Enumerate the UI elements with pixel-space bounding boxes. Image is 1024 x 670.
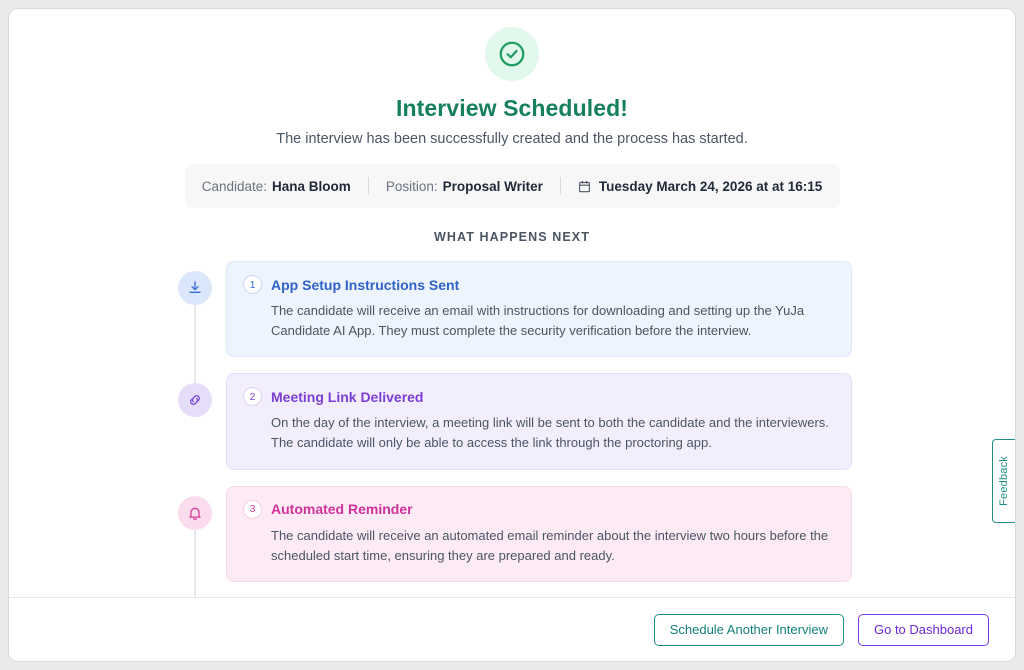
- summary-candidate: [185, 179, 368, 194]
- step-connector-1: [194, 305, 196, 391]
- page-subtitle: The interview has been successfully created and the process has started.: [276, 131, 748, 147]
- section-label-what-happens-next: WHAT HAPPENS NEXT: [434, 230, 590, 244]
- step-card-1: [226, 261, 852, 357]
- candidate-value: Hana Bloom: [272, 178, 351, 194]
- interview-summary-bar: [185, 164, 840, 208]
- summary-datetime: [561, 179, 839, 194]
- footer-bar: [9, 597, 1015, 661]
- step-connector-2: [194, 524, 196, 597]
- step-title-3: Automated Reminder: [271, 501, 413, 518]
- feedback-tab-label: Feedback: [998, 456, 1010, 506]
- candidate-label: Candidate:: [201, 178, 268, 194]
- go-to-dashboard-button[interactable]: Go to Dashboard: [858, 614, 989, 646]
- step-number-3: 3: [243, 500, 262, 519]
- summary-position: [369, 179, 560, 194]
- link-icon: [178, 383, 212, 417]
- step-title-2: Meeting Link Delivered: [271, 388, 424, 405]
- step-body-2: On the day of the interview, a meeting link will be sent to both the candidate and the interviewers. The candidate will only be able to access the link through the proctoring app.: [271, 415, 829, 451]
- feedback-tab[interactable]: [992, 439, 1015, 523]
- position-value: Proposal Writer: [442, 178, 543, 194]
- app-window: [8, 8, 1016, 662]
- step-number-2: 2: [243, 387, 262, 406]
- datetime-value: Tuesday March 24, 2026 at at 16:15: [598, 178, 823, 194]
- step-item-2: [172, 373, 852, 469]
- step-body-1: The candidate will receive an email with instructions for downloading and setting up the YuJa Candidate AI App. They must complete the security verification before the interview.: [271, 303, 805, 339]
- schedule-another-interview-button[interactable]: Schedule Another Interview: [654, 614, 844, 646]
- step-number-1: 1: [243, 275, 262, 294]
- step-card-3: [226, 486, 852, 582]
- page-title: Interview Scheduled!: [395, 95, 629, 121]
- steps-list: [172, 261, 852, 582]
- bell-icon: [178, 496, 212, 530]
- step-item-1: [172, 261, 852, 357]
- step-header-3: [243, 500, 835, 519]
- calendar-icon: [578, 180, 591, 193]
- main-content: [9, 9, 1015, 597]
- step-bullet-column-1: [172, 261, 218, 305]
- step-title-1: App Setup Instructions Sent: [271, 276, 460, 293]
- position-label: Position:: [385, 178, 438, 194]
- step-header-1: [243, 275, 835, 294]
- download-icon: [178, 271, 212, 305]
- step-bullet-column-3: [172, 486, 218, 530]
- step-item-3: [172, 486, 852, 582]
- step-header-2: [243, 387, 835, 406]
- step-card-2: [226, 373, 852, 469]
- check-circle-icon: [497, 39, 527, 69]
- step-body-3: The candidate will receive an automated email reminder about the interview two hours before the scheduled start time, ensuring they are prepared and ready.: [271, 527, 829, 563]
- success-icon-circle: [485, 27, 539, 81]
